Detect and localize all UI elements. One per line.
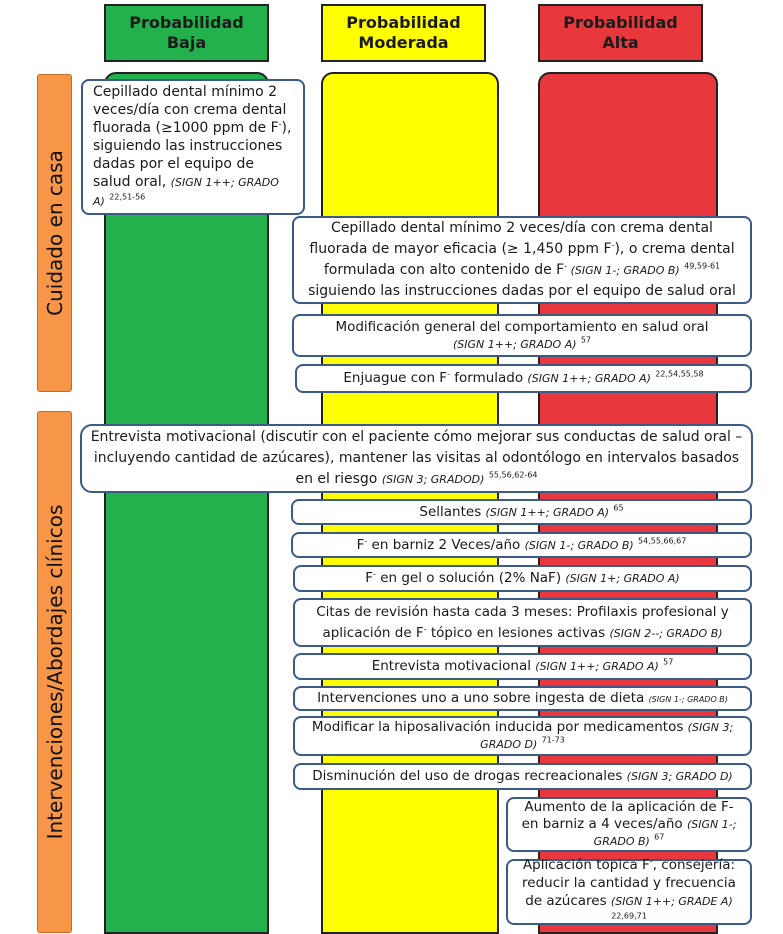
box-recreational-drugs: Disminución del uso de drogas recreacionales (SIGN 3; GRADO D): [293, 763, 752, 790]
box-behaviour-modification: Modificación general del comportamiento en salud oral (SIGN 1++; GRADO A) $^{57}$: [292, 314, 752, 357]
box-brushing-high-fluoride: Cepillado dental mínimo 2 veces/día con crema dental fluorada de mayor eficacia (≥ 1,450 ppm F-), o crema dental formulada con alto contenido de F- (SIGN 1-; GRADO B) $^{49,59-61}$ siguiendo las instrucciones dadas por el equipo de salud oral: [292, 216, 752, 304]
box-brushing-basic: Cepillado dental mínimo 2 veces/día con crema dental fluorada (≥1000 ppm de F-), siguiendo las instrucciones dadas por el equipo de salud oral, (SIGN 1++; GRADO A) $^{22,51-56}$: [81, 79, 305, 215]
section-home-text: Cuidado en casa: [42, 150, 67, 316]
section-clinical-text: Intervenciones/Abordajes clínicos: [42, 504, 67, 840]
box-recall-visits: Citas de revisión hasta cada 3 meses: Profilaxis profesional y aplicación de F- tópico en lesiones activas (SIGN 2--; GRADO B): [293, 598, 752, 647]
box-hyposalivation: Modificar la hiposalivación inducida por medicamentos (SIGN 3; GRADO D) $^{71-73}$: [293, 716, 752, 756]
box-topical-fluoride-counselling: Aplicación topica F-, consejería: reducir la cantidad y frecuencia de azúcares (SIGN 1++; GRADE A) $^{22,69,71}$: [506, 859, 752, 925]
header-high-probability: Probabilidad Alta: [538, 4, 703, 62]
box-diet-intervention: Intervenciones uno a uno sobre ingesta de dieta (SIGN 1-; GRADO B): [293, 686, 752, 711]
section-label-clinical: [37, 411, 72, 933]
box-sealants: Sellantes (SIGN 1++; GRADO A) $^{65}$: [291, 499, 752, 525]
header-low-probability: Probabilidad Baja: [104, 4, 269, 62]
header-moderate-probability: Probabilidad Moderada: [321, 4, 486, 62]
box-varnish-four-times: Aumento de la aplicación de F- en barniz a 4 veces/año (SIGN 1-; GRADO B) $^{67}$: [506, 797, 752, 852]
section-label-home-care: [37, 74, 72, 392]
box-motivational-interview-general: Entrevista motivacional (discutir con el paciente cómo mejorar sus conductas de salud oral – incluyendo cantidad de azúcares), mantener las visitas al odontólogo en intervalos basados en el riesgo (SIGN 3; GRADOD) $^{55,56,62-64}$: [80, 424, 753, 493]
box-varnish-twice: F- en barniz 2 Veces/año (SIGN 1-; GRADO B) $^{54,55,66,67}$: [291, 532, 752, 558]
box-fluoride-rinse: Enjuague con F- formulado (SIGN 1++; GRADO A) $^{22,54,55,58}$: [295, 364, 752, 393]
box-fluoride-gel: F- en gel o solución (2% NaF) (SIGN 1+; GRADO A): [293, 565, 752, 592]
box-motivational-interview: Entrevista motivacional (SIGN 1++; GRADO A) $^{57}$: [293, 653, 752, 680]
